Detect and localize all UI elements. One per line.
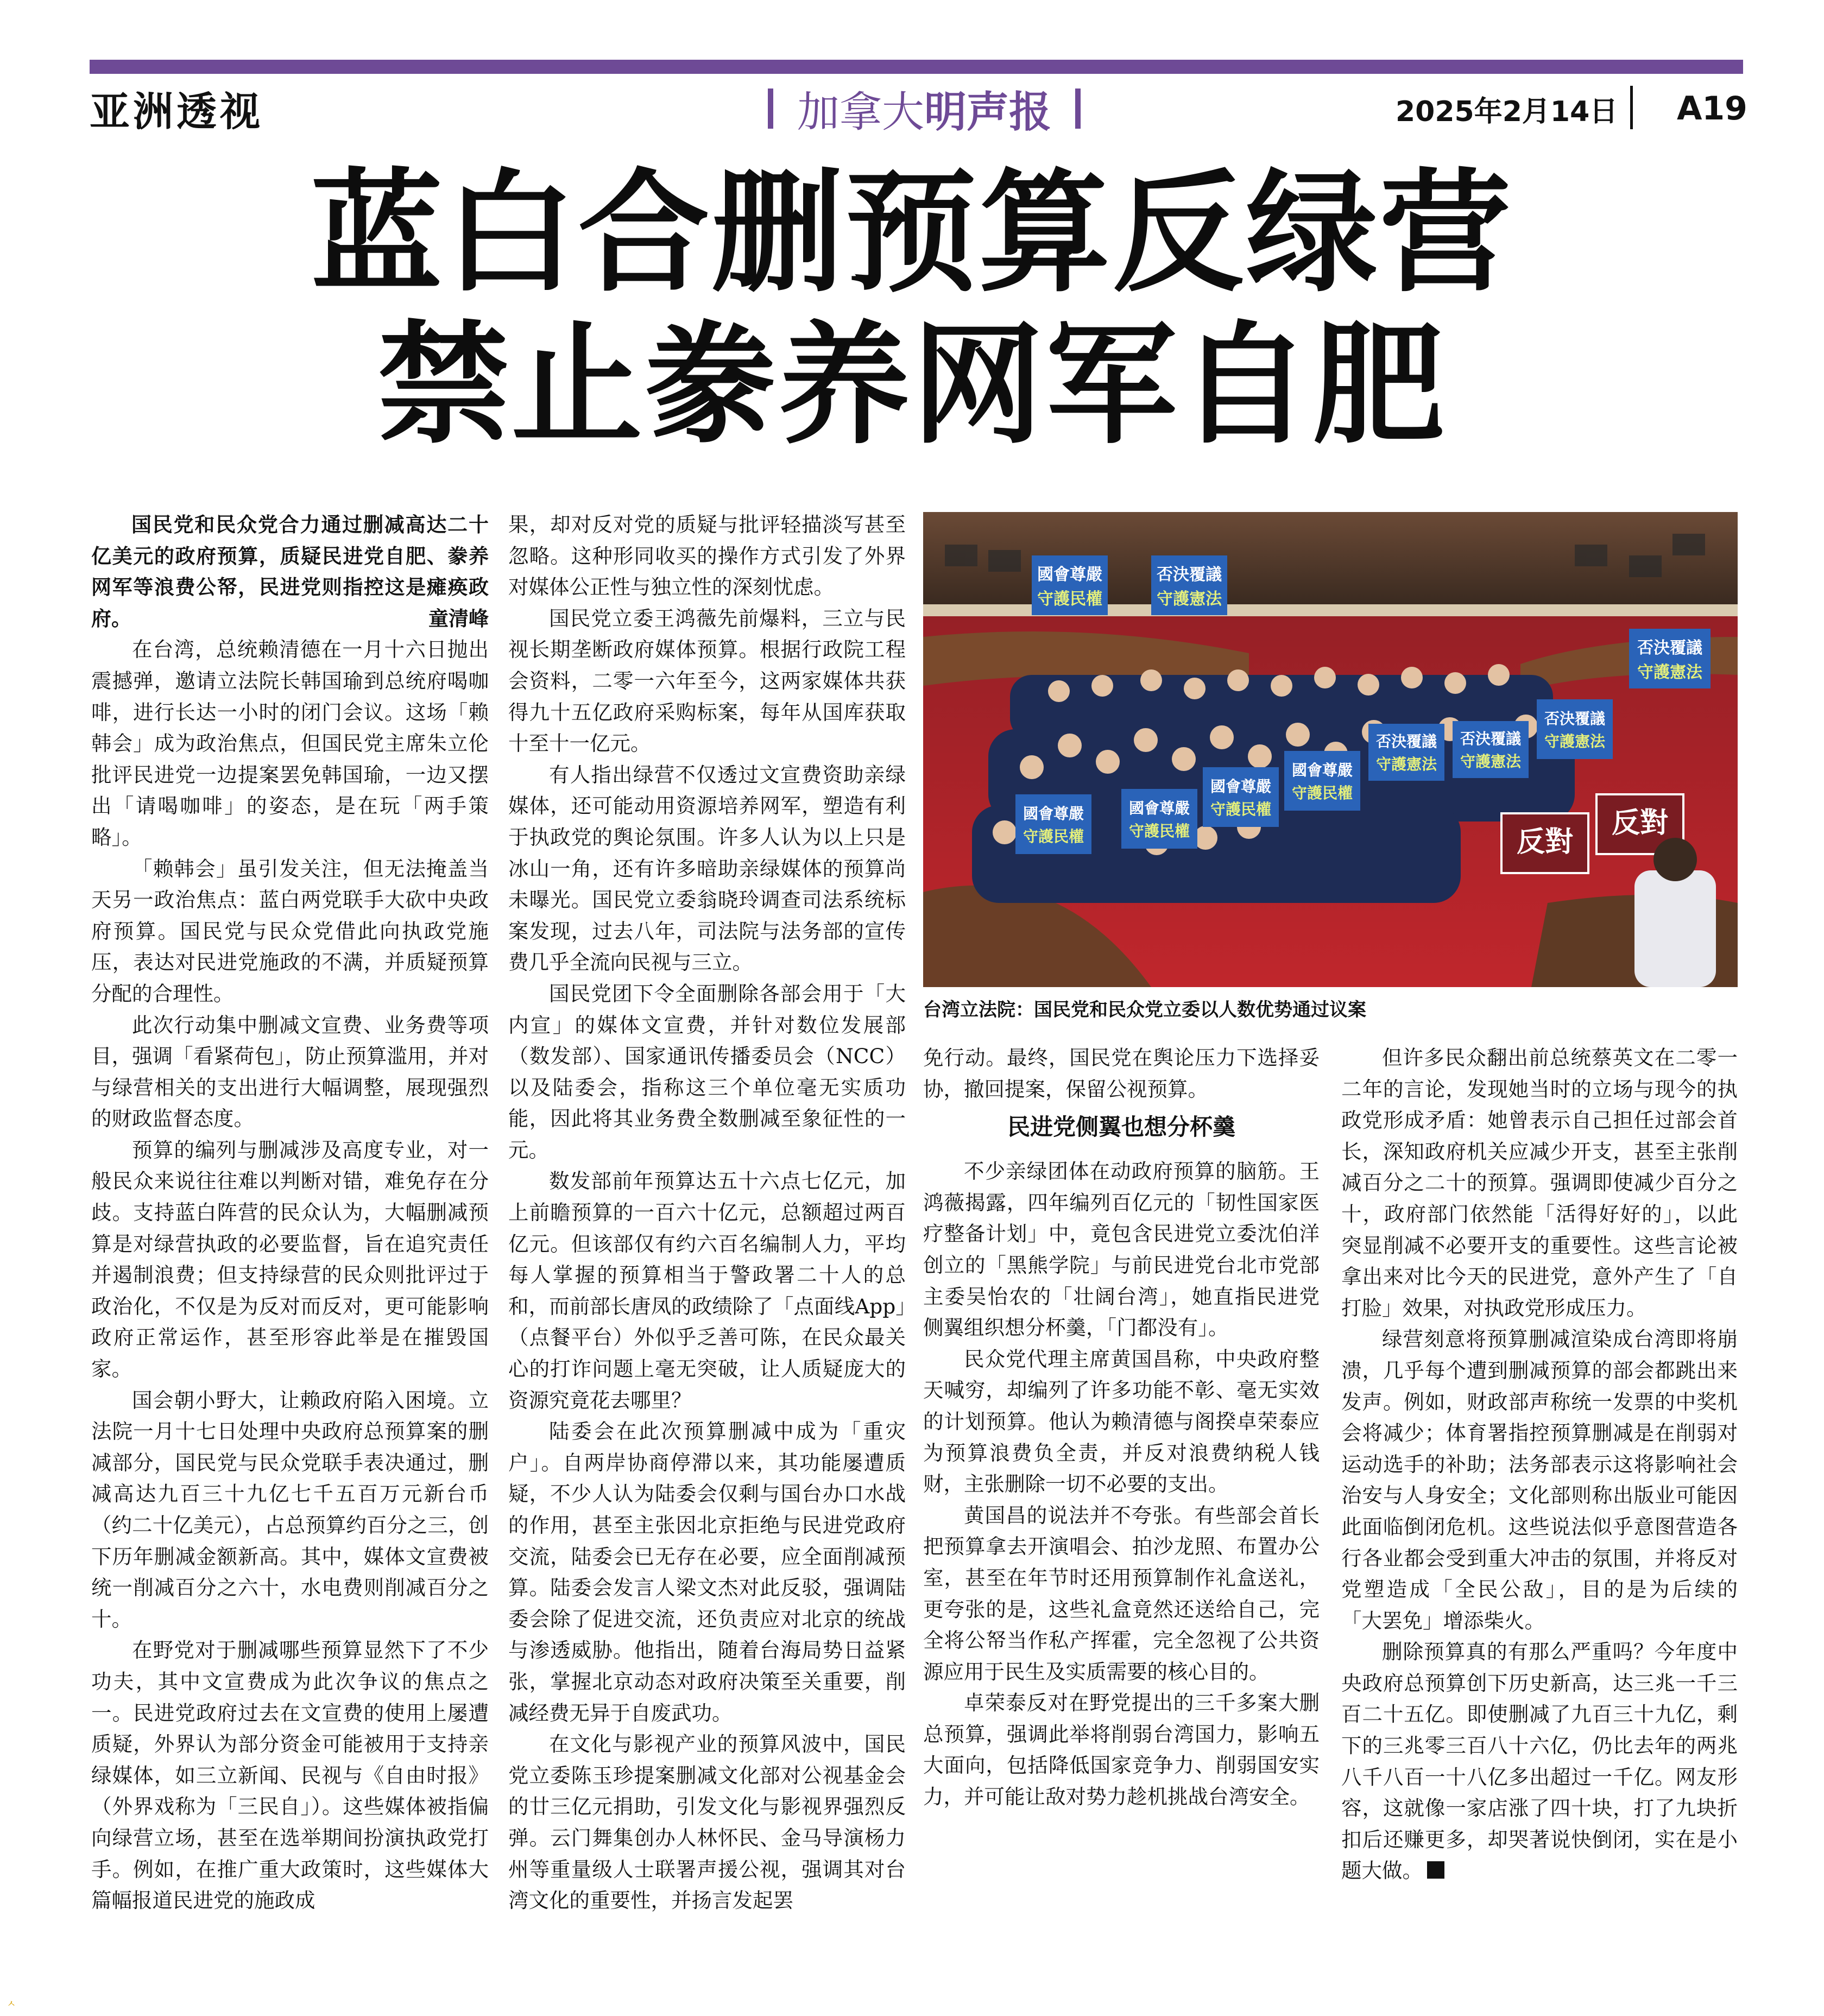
end-of-article-mark [1427, 1861, 1444, 1879]
paragraph: 民众党代理主席黄国昌称，中央政府整天喊穷，却编列了许多功能不彰、毫无实效的计划预算。他认为赖清德与阁揆卓荣泰应为预算浪费负全责，并反对浪费纳税人钱财，主张删除一切不必要的支出。 [923, 1347, 1320, 1496]
article-column-2 [508, 509, 906, 1917]
paragraph: 卓荣泰反对在野党提出的三千多案大删总预算，强调此举将削弱台湾国力，影响五大面向，包括降低国家竞争力、削弱国安实力，并可能让敌对势力趁机挑战台湾安全。 [923, 1691, 1320, 1809]
header-divider [1630, 86, 1633, 129]
byline: 童清峰 [428, 606, 489, 630]
top-accent-bar [90, 60, 1743, 74]
registration-mark: ㅅ [7, 1999, 16, 2010]
sign-text: 國會尊嚴 [1023, 805, 1084, 823]
article-lead [91, 509, 489, 634]
sign-text: 守護憲法 [1637, 663, 1702, 682]
news-photo [923, 512, 1738, 987]
paragraph: 果，却对反对党的质疑与批评轻描淡写甚至忽略。这种形同收买的操作方式引发了外界对媒体公正性与独立性的深刻忧虑。 [508, 513, 906, 599]
paragraph: 陆委会在此次预算删减中成为「重灾户」。自两岸协商停滞以来，其功能屡遭质疑，不少人认为陆委会仅剩与国台办口水战的作用，甚至主张因北京拒绝与民进党政府交流，陆委会已无存在必要，应全面削减预算。陆委会发言人梁文杰对此反驳，强调陆委会除了促进交流，还负责应对北京的统战与渗透威胁。他指出，随着台海局势日益紧张，掌握北京动态对政府决策至关重要，削减经费无异于自废武功。 [508, 1419, 906, 1725]
sign-text: 否決覆議 [1637, 639, 1702, 658]
paragraph: 免行动。最终，国民党在舆论压力下选择妥协，撤回提案，保留公视预算。 [923, 1046, 1320, 1101]
sign-text: 反對 [1516, 826, 1574, 858]
sign-text: 反對 [1611, 807, 1669, 839]
paragraph: 在台湾，总统赖清德在一月十六日抛出震撼弹，邀请立法院长韩国瑜到总统府喝咖啡，进行长达一小时的闭门会议。这场「赖韩会」成为政治焦点，但国民党主席朱立伦批评民进党一边提案罢免韩国瑜，一边又摆出「请喝咖啡」的姿态，是在玩「两手策略」。 [91, 637, 489, 849]
sign-text: 國會尊嚴 [1210, 778, 1272, 795]
article-column-1 [91, 509, 489, 1917]
paragraph: 但许多民众翻出前总统蔡英文在二零一二年的言论，发现她当时的立场与现今的执政党形成矛盾：她曾表示自己担任过部会首长，深知政府机关应减少开支，甚至主张削减百分之二十的预算。强调即使减少百分之十，政府部门依然能「活得好好的」，以此突显削减不必要开支的重要性。这些言论被拿出来对比今天的民进党，意外产生了「自打脸」效果，对执政党形成压力。 [1341, 1046, 1738, 1320]
paragraph: 黄国昌的说法并不夸张。有些部会首长把预算拿去开演唱会、拍沙龙照、布置办公室，甚至在年节时还用预算制作礼盒送礼，更夸张的是，这些礼盒竟然还送给自己，完全将公帑当作私产挥霍，完全忽视了公共资源应用于民生及实质需要的核心目的。 [923, 1503, 1320, 1684]
protest-sign [1032, 555, 1108, 615]
paragraph: 国民党团下令全面删除各部会用于「大内宣」的媒体文宣费，并针对数位发展部（数发部）、国家通讯传播委员会（NCC）以及陆委会，指称这三个单位毫无实质功能，因此将其业务费全数删减至象征性的一元。 [508, 981, 906, 1162]
headline-line-2: 禁止豢养网军自肥 [377, 309, 1447, 462]
article-column-3 [923, 1042, 1320, 1813]
sign-text: 否決覆議 [1375, 732, 1437, 750]
column-3-body [923, 1156, 1320, 1812]
paragraph: 绿营刻意将预算删减渲染成台湾即将崩溃，几乎每个遭到删减预算的部会都跳出来发声。例如，财政部声称统一发票的中奖机会将减少；体育署指控预算删减是在削弱对运动选手的补助；法务部表示这将影响社会治安与人身安全；文化部则称出版业可能因此面临倒闭危机。这些说法似乎意图营造各行各业都会受到重大冲击的氛围，并将反对党塑造成「全民公敌」，目的是为后续的「大罢免」增添柴火。 [1341, 1327, 1738, 1633]
paragraph: 国会朝小野大，让赖政府陷入困境。立法院一月十七日处理中央政府总预算案的删减部分，国民党与民众党联手表决通过，删减高达九百三十九亿七千五百万元新台币（约二十亿美元），占总预算约百分之三，创下历年删减金额新高。其中，媒体文宣费被统一削减百分之六十，水电费则削减百分之十。 [91, 1388, 489, 1631]
sign-text: 國會尊嚴 [1291, 761, 1353, 779]
sign-text: 否決覆議 [1460, 730, 1522, 748]
sign-text: 守護憲法 [1157, 590, 1222, 609]
masthead-bar-right [1075, 89, 1081, 129]
paragraph: 在文化与影视产业的预算风波中，国民党立委陈玉珍提案删减文化部对公视基金会的廿三亿元捐助，引发文化与影视界强烈反弹。云门舞集创办人林怀民、金马导演杨力州等重量级人士联署声援公视，强调其对台湾文化的重要性，并扬言发起罢 [508, 1732, 906, 1913]
sign-text: 否決覆議 [1544, 710, 1606, 728]
sign-text: 守護民權 [1023, 827, 1084, 845]
sign-text: 守護民權 [1037, 590, 1102, 609]
issue-date: 2025年2月14日 [1396, 95, 1618, 128]
paragraph: 此次行动集中删减文宣费、业务费等项目，强调「看紧荷包」，防止预算滥用，并对与绿营相关的支出进行大幅调整，展现强烈的财政监督态度。 [91, 1013, 489, 1131]
paragraph: 「赖韩会」虽引发关注，但无法掩盖当天另一政治焦点：蓝白两党联手大砍中央政府预算。国民党与民众党借此向执政党施压，表达对民进党施政的不满，并质疑预算分配的合理性。 [91, 856, 489, 1006]
sign-text: 國會尊嚴 [1037, 565, 1102, 584]
paragraph [1341, 1636, 1738, 1887]
sign-text: 守護民權 [1128, 822, 1190, 840]
paragraph: 在野党对于删减哪些预算显然下了不少功夫，其中文宣费成为此次争议的焦点之一。民进党政府过去在文宣费的使用上屡遭质疑，外界认为部分资金可能被用于支持亲绿媒体，如三立新闻、民视与《自由时报》（外界戏称为「三民自」）。这些媒体被指偏向绿营立场，甚至在选举期间扮演执政党打手。例如，在推广重大政策时，这些媒体大篇幅报道民进党的施政成 [91, 1638, 489, 1913]
article-column-4 [1341, 1042, 1738, 1887]
sign-text: 守護憲法 [1460, 753, 1522, 770]
sign-text: 守護民權 [1210, 800, 1272, 818]
paragraph-text: 删除预算真的有那么严重吗？今年度中央政府总预算创下历史新高，达三兆一千三百二十五亿。即使删减了九百三十九亿，剩下的三兆零三百八十六亿，仍比去年的两兆八千八百一十八亿多出超过一千亿。网友形容，这就像一家店涨了四十块，打了九块折扣后还赚更多，却哭著说快倒闭，实在是小题大做。 [1341, 1640, 1738, 1883]
headline-line-1: 蓝白合删预算反绿营 [311, 157, 1513, 310]
lead-text: 国民党和民众党合力通过删减高达二十亿美元的政府预算，质疑民进党自肥、豢养网军等浪费公帑，民进党则指控这是瘫痪政府。 [91, 513, 489, 630]
page-number: A19 [1677, 90, 1747, 128]
subheading: 民进党侧翼也想分杯羹 [1007, 1114, 1235, 1141]
masthead-country: 加拿大 [797, 88, 925, 137]
section-title: 亚洲透视 [90, 89, 263, 135]
sign-text: 守護民權 [1291, 784, 1353, 802]
masthead-bar-left [768, 89, 773, 129]
column-3-top [923, 1042, 1320, 1105]
sign-text: 國會尊嚴 [1128, 799, 1190, 817]
paragraph: 国民党立委王鸿薇先前爆料，三立与民视长期垄断政府媒体预算。根据行政院工程会资料，二零一六年至今，这两家媒体共获得九十五亿政府采购标案，每年从国库获取十至十一亿元。 [508, 606, 906, 756]
paragraph: 预算的编列与删减涉及高度专业，对一般民众来说往往难以判断对错，难免存在分歧。支持蓝白阵营的民众认为，大幅删减预算是对绿营执政的必要监督，旨在追究责任并遏制浪费；但支持绿营的民众则批评过于政治化，不仅是为反对而反对，更可能影响政府正常运作，甚至形容此举是在摧毁国家。 [91, 1137, 489, 1381]
sign-text: 否決覆議 [1157, 565, 1222, 584]
masthead-paper-name: 明声报 [924, 88, 1052, 137]
paragraph: 不少亲绿团体在动政府预算的脑筋。王鸿薇揭露，四年编列百亿元的「韧性国家医疗整备计划」中，竟包含民进党立委沈伯洋创立的「黑熊学院」与前民进党台北市党部主委吴怡农的「壮阔台湾」，她直指民进党侧翼组织想分杯羹，「门都没有」。 [923, 1159, 1320, 1340]
masthead [744, 81, 1105, 136]
paragraph: 有人指出绿营不仅透过文宣费资助亲绿媒体，还可能动用资源培养网军，塑造有利于执政党的舆论氛围。许多人认为以上只是冰山一角，还有许多暗助亲绿媒体的预算尚未曝光。国民党立委翁晓玲调查司法系统标案发现，过去八年，司法院与法务部的宣传费几乎全流向民视与三立。 [508, 762, 906, 975]
sign-text: 守護憲法 [1544, 732, 1606, 750]
paragraph: 数发部前年预算达五十六点七亿元，加上前瞻预算的一百六十亿元，总额超过两百亿元。但该部仅有约六百名编制人力，平均每人掌握的预算相当于警政署二十人的总和，而前部长唐凤的政绩除了「点面线App」（点餐平台）外似乎乏善可陈，在民众最关心的打诈问题上毫无突破，让人质疑庞大的资源究竟花去哪里？ [508, 1169, 906, 1412]
sign-text: 守護憲法 [1375, 755, 1437, 773]
photo-caption: 台湾立法院：国民党和民众党立委以人数优势通过议案 [923, 999, 1366, 1021]
